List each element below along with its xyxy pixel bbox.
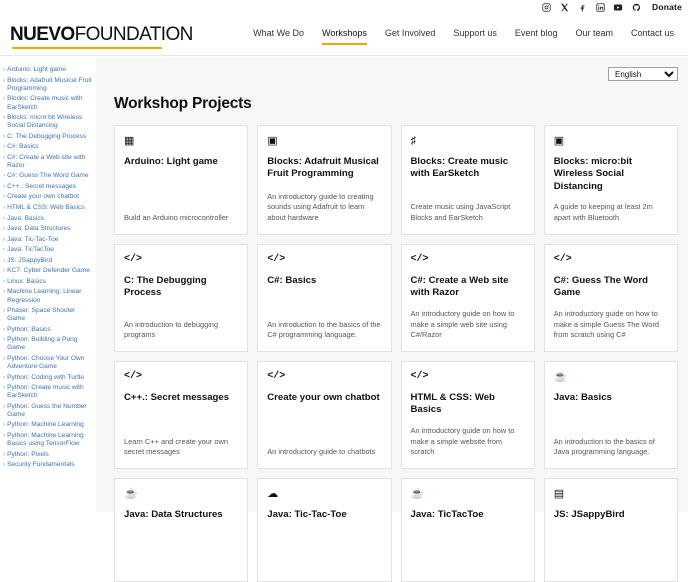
sidebar-item[interactable] xyxy=(3,171,92,182)
sidebar-item[interactable] xyxy=(3,213,92,224)
workshop-card[interactable] xyxy=(257,125,391,235)
chevron-right-icon: › xyxy=(3,402,6,410)
sidebar-item[interactable] xyxy=(3,420,92,431)
workshop-sidebar[interactable] xyxy=(0,57,96,512)
sidebar-item-label: HTML & CSS: Web Basics xyxy=(7,204,85,211)
workshop-card[interactable] xyxy=(401,361,535,469)
workshop-card[interactable] xyxy=(544,244,678,352)
workshop-card-description: A guide to keeping at least 2m apart with Bluetooth xyxy=(553,202,653,223)
workshop-card-title: Arduino: Light game xyxy=(124,156,218,167)
sidebar-item[interactable] xyxy=(3,266,92,277)
chevron-right-icon: › xyxy=(3,325,6,333)
nav-item-support-us[interactable]: Support us xyxy=(453,28,497,38)
workshop-card[interactable] xyxy=(114,478,248,582)
x-twitter-icon[interactable] xyxy=(560,3,569,12)
nav-item-contact-us[interactable]: Contact us xyxy=(630,28,674,38)
nav-item-our-team[interactable]: Our team xyxy=(575,28,613,38)
chevron-right-icon: › xyxy=(3,225,6,233)
workshop-card[interactable] xyxy=(401,244,535,352)
icon-glyph: ☕ xyxy=(410,487,425,500)
nav-item-event-blog[interactable]: Event blog xyxy=(514,28,558,38)
workshop-card-description: An introduction to the basics of the C# programming language. xyxy=(267,319,381,340)
workshop-card[interactable] xyxy=(401,478,535,582)
sidebar-item-label: Python: Guess the Number Game xyxy=(7,402,87,418)
icon-glyph: </> xyxy=(267,253,286,265)
chevron-right-icon: › xyxy=(3,172,6,180)
code-icon xyxy=(267,254,381,266)
workshop-card-title: Java: Data Structures xyxy=(124,509,223,521)
sidebar-item-label: Python: Machine Learning xyxy=(7,421,84,429)
sidebar-item-label: Java: Tic-Tac-Toe xyxy=(7,235,59,243)
sidebar-item[interactable] xyxy=(3,153,92,172)
sidebar-item[interactable] xyxy=(3,431,92,450)
workshop-card-title: C#: Guess The Word Game xyxy=(553,274,648,299)
sidebar-item[interactable] xyxy=(3,256,92,267)
sidebar-item-label: Java: Basics xyxy=(7,214,45,222)
youtube-icon[interactable] xyxy=(614,3,623,12)
icon-glyph: ☁ xyxy=(267,487,279,500)
chevron-right-icon: › xyxy=(3,204,6,211)
workshop-card-title: C#: Basics xyxy=(267,274,317,286)
workshop-card[interactable] xyxy=(114,244,248,352)
workshop-card-title: Blocks: Create music with EarSketch xyxy=(410,156,509,180)
music-note-icon xyxy=(411,135,525,147)
workshop-card-title: Blocks: micro:bit Wireless Social Distancing xyxy=(553,156,633,192)
chevron-right-icon: › xyxy=(3,143,6,151)
logo-text-foundation: FOUNDATION xyxy=(74,24,193,45)
sidebar-item-label: Python: Choose Your Own Adventure Game xyxy=(7,354,85,371)
facebook-icon[interactable] xyxy=(578,3,587,12)
icon-glyph: ☕ xyxy=(124,487,138,500)
sidebar-item[interactable] xyxy=(3,235,92,246)
sidebar-item-label: Python: Pixels xyxy=(7,450,49,458)
sidebar-item-label: Create your own chatbot xyxy=(7,193,79,201)
sidebar-item-label: JS: JSappyBird xyxy=(7,256,53,264)
icon-glyph: </> xyxy=(267,371,286,383)
workshop-card-title: HTML & CSS: Web Basics xyxy=(410,392,495,416)
chevron-right-icon: › xyxy=(3,288,6,296)
sidebar-item[interactable] xyxy=(3,383,92,402)
code-icon xyxy=(554,488,668,500)
sidebar-item-label: Java: Data Structures xyxy=(7,225,71,233)
sidebar-item[interactable] xyxy=(3,372,92,383)
main-content xyxy=(96,57,688,521)
chevron-right-icon: › xyxy=(3,384,6,392)
icon-glyph: ♯ xyxy=(410,134,416,147)
github-icon[interactable] xyxy=(632,3,641,12)
chevron-right-icon: › xyxy=(3,113,6,121)
language-select[interactable] xyxy=(608,67,678,81)
workshop-card-description: Create music using JavaScript Blocks and EarSketch xyxy=(410,202,511,223)
workshop-card[interactable] xyxy=(401,125,535,235)
coffee-icon xyxy=(554,371,668,383)
logo-text-nuevo: NUEVO xyxy=(10,24,75,45)
sidebar-item[interactable] xyxy=(3,76,92,95)
site-header xyxy=(0,14,688,56)
nav-item-get-involved[interactable]: Get Involved xyxy=(384,28,436,38)
code-icon xyxy=(267,371,381,383)
workshop-card-title: Java: Tic-Tac-Toe xyxy=(267,509,347,521)
sidebar-item-label: KC7: Cyber Defender Game xyxy=(7,267,90,275)
icon-glyph: ▣ xyxy=(267,134,278,147)
coffee-icon xyxy=(411,488,525,500)
language-select-container xyxy=(114,67,678,81)
code-icon xyxy=(411,254,525,266)
chevron-right-icon: › xyxy=(3,421,6,429)
chevron-right-icon: › xyxy=(3,193,6,201)
donate-link[interactable]: Donate xyxy=(651,2,682,12)
workshop-card[interactable] xyxy=(544,125,678,235)
sidebar-item[interactable] xyxy=(3,94,92,113)
chevron-right-icon: › xyxy=(3,76,6,84)
code-icon xyxy=(124,254,238,266)
microcontroller-icon xyxy=(124,135,238,147)
nav-item-workshops[interactable]: Workshops xyxy=(322,28,367,41)
chevron-right-icon: › xyxy=(3,153,6,161)
sidebar-item-label: Machine Learning: Linear Regression xyxy=(7,288,82,304)
chevron-right-icon: › xyxy=(3,277,6,285)
utility-top-bar xyxy=(0,0,688,14)
chevron-right-icon: › xyxy=(3,132,6,140)
sidebar-item-label: Blocks: micro:bit Wireless Social Distancing xyxy=(7,113,83,130)
sidebar-item[interactable] xyxy=(3,325,92,336)
microcontroller-icon xyxy=(554,135,668,147)
workshop-card[interactable] xyxy=(257,478,391,582)
sidebar-item-label: C#: Basics xyxy=(7,143,39,151)
sidebar-item-label: Python: Machine Learning Basics using TensorFlow xyxy=(7,431,84,448)
icon-glyph: ☕ xyxy=(553,370,568,383)
sidebar-item-label: Arduino: Light game xyxy=(7,66,67,74)
icon-glyph: </> xyxy=(410,371,429,383)
icon-glyph: </> xyxy=(124,371,143,383)
workshop-card-title: JS: JSappyBird xyxy=(553,509,625,521)
icon-glyph: </> xyxy=(124,253,143,265)
sidebar-item-label: C: The Debugging Process xyxy=(7,132,87,140)
chevron-right-icon: › xyxy=(3,431,6,439)
sidebar-item-label: C#: Create a Web site with Razor xyxy=(7,153,86,169)
workshop-card-title: Create your own chatbot xyxy=(267,392,380,404)
cloud-icon xyxy=(267,488,381,500)
chevron-right-icon: › xyxy=(3,214,6,222)
workshop-card[interactable] xyxy=(114,125,248,235)
sidebar-item[interactable] xyxy=(3,203,92,214)
sidebar-item-label: Python: Create music with EarSketch xyxy=(7,384,84,400)
instagram-icon[interactable] xyxy=(542,3,551,12)
workshop-card-description: An introduction to the basics of Java programming language. xyxy=(553,436,655,457)
workshop-card[interactable] xyxy=(114,361,248,469)
sidebar-item[interactable] xyxy=(3,460,92,471)
icon-glyph: ▦ xyxy=(124,134,135,147)
sidebar-item-label: C++.: Secret messages xyxy=(7,182,76,190)
chevron-right-icon: › xyxy=(3,235,6,243)
icon-glyph: </> xyxy=(553,253,572,265)
sidebar-item[interactable] xyxy=(3,113,92,132)
sidebar-item-label: Security Fundamentals xyxy=(7,461,75,469)
icon-glyph: ▣ xyxy=(553,134,565,147)
chevron-right-icon: › xyxy=(3,373,6,381)
chevron-right-icon: › xyxy=(3,256,6,264)
sidebar-item-label: Python: Building a Pong Game xyxy=(7,336,78,352)
chevron-right-icon: › xyxy=(3,182,6,190)
chevron-right-icon: › xyxy=(3,66,6,74)
sidebar-item[interactable] xyxy=(3,192,92,203)
code-icon xyxy=(554,254,668,266)
workshop-card[interactable] xyxy=(257,244,391,352)
workshop-card-grid xyxy=(114,125,678,582)
linkedin-icon[interactable] xyxy=(596,3,605,12)
workshop-card-description: An introductory guide on how to make a simple Guess The Word from scratch using C# xyxy=(553,308,660,340)
workshop-card-title: Java: TicTacToe xyxy=(410,509,484,521)
sidebar-item-label: Phaser: Space Shooter Game xyxy=(7,307,76,323)
code-icon xyxy=(124,371,238,383)
page-title: Workshop Projects xyxy=(114,95,252,112)
workshop-card-description: An introductory guide on how to make a simple web site using C#/Razor xyxy=(410,308,515,340)
chevron-right-icon: › xyxy=(3,267,6,275)
workshop-card[interactable] xyxy=(544,361,678,469)
sidebar-item-label: Java: TicTacToe xyxy=(7,246,54,254)
chevron-right-icon: › xyxy=(3,336,6,344)
sidebar-item[interactable] xyxy=(3,450,92,461)
sidebar-item-label: Python: Coding with Turtle xyxy=(7,373,85,381)
workshop-card-description: An introductory guide to chatbots xyxy=(267,447,376,457)
workshop-card-title: C: The Debugging Process xyxy=(124,274,207,299)
workshop-card-title: Java: Basics xyxy=(553,392,612,404)
sidebar-item[interactable] xyxy=(3,354,92,373)
chevron-right-icon: › xyxy=(3,95,6,103)
sidebar-item-label: Python: Basics xyxy=(7,325,51,333)
workshop-card-title: Blocks: Adafruit Musical Fruit Programming xyxy=(267,156,379,180)
sidebar-item[interactable] xyxy=(3,245,92,256)
workshop-card-description: An introductory guide on how to make a simple website from scratch xyxy=(410,425,515,457)
sidebar-item[interactable] xyxy=(3,142,92,153)
chevron-right-icon: › xyxy=(3,354,6,362)
microcontroller-icon xyxy=(267,135,381,147)
sidebar-item[interactable] xyxy=(3,65,92,76)
icon-glyph: </> xyxy=(410,253,429,265)
sidebar-item-label: C#: Guess The Word Game xyxy=(7,172,89,180)
sidebar-item[interactable] xyxy=(3,277,92,288)
primary-navigation xyxy=(253,28,688,41)
icon-glyph: ▤ xyxy=(553,487,565,500)
chevron-right-icon: › xyxy=(3,461,6,469)
sidebar-item-label: Blocks: Adafruit Musical Fruit Programming xyxy=(7,76,92,92)
sidebar-item-label: Blocks: Create music with EarSketch xyxy=(7,95,83,111)
sidebar-item[interactable] xyxy=(3,224,92,235)
sidebar-item-label: Linux: Basics xyxy=(7,277,46,285)
chevron-right-icon: › xyxy=(3,307,6,315)
workshop-card-description: Build an Arduino microcontroller xyxy=(124,213,229,223)
sidebar-item[interactable] xyxy=(3,402,92,421)
workshop-card[interactable] xyxy=(544,478,678,582)
workshop-card-title: C++.: Secret messages xyxy=(124,392,230,404)
sidebar-item[interactable] xyxy=(3,287,92,306)
site-logo[interactable] xyxy=(10,25,193,44)
workshop-card-description: An introduction to debugging programs xyxy=(124,319,219,340)
chevron-right-icon: › xyxy=(3,450,6,458)
sidebar-item[interactable] xyxy=(3,132,92,143)
logo-underline xyxy=(12,47,162,49)
chevron-right-icon: › xyxy=(3,246,6,254)
workshop-card-title: C#: Create a Web site with Razor xyxy=(410,274,509,299)
coffee-icon xyxy=(124,488,238,500)
sidebar-item[interactable] xyxy=(3,335,92,354)
workshop-card-description: Learn C++ and create your own secret messages xyxy=(124,436,228,457)
code-icon xyxy=(411,371,525,383)
nav-item-what-we-do[interactable]: What We Do xyxy=(253,28,304,38)
workshop-card-description: An introductory guide to creating sounds using Adafruit to learn about hardware xyxy=(267,191,374,223)
sidebar-item[interactable] xyxy=(3,182,92,193)
workshop-card[interactable] xyxy=(257,361,391,469)
sidebar-item[interactable] xyxy=(3,306,92,325)
